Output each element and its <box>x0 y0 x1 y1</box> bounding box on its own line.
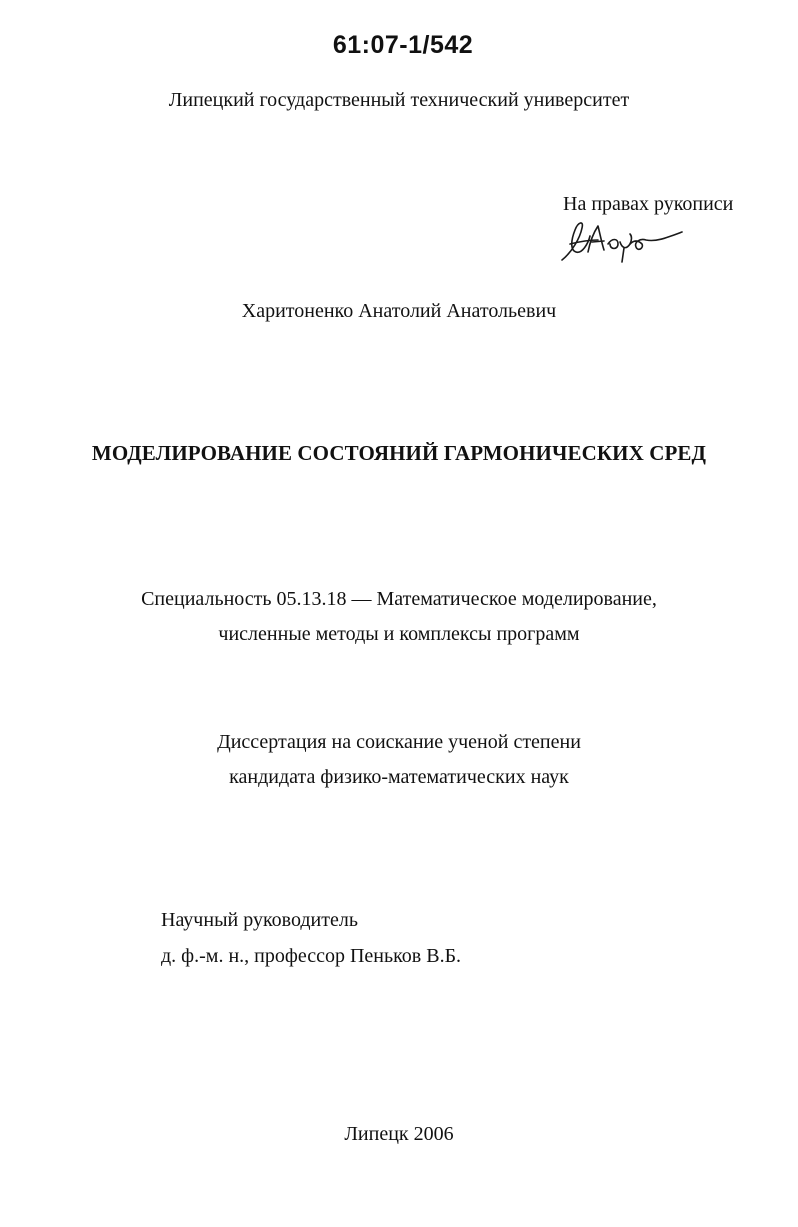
university-name: Липецкий государственный технический университет <box>168 89 630 111</box>
city-year: Липецк 2006 <box>344 1123 454 1145</box>
catalog-number: 61:07-1/542 <box>332 31 474 59</box>
supervisor-label: Научный руководитель <box>161 909 358 931</box>
dissertation-title: МОДЕЛИРОВАНИЕ СОСТОЯНИЙ ГАРМОНИЧЕСКИХ СРЕД <box>91 441 707 465</box>
specialty-line-1: Специальность 05.13.18 — Математическое моделирование, <box>141 588 657 610</box>
author-name: Харитоненко Анатолий Анатольевич <box>241 300 557 322</box>
specialty-line-2: численные методы и комплексы программ <box>218 623 580 645</box>
signature-icon <box>558 214 684 266</box>
manuscript-note: На правах рукописи <box>563 193 734 215</box>
degree-line-2: кандидата физико-математических наук <box>229 766 569 788</box>
degree-line-1: Диссертация на соискание ученой степени <box>217 731 581 753</box>
supervisor-name: д. ф.-м. н., профессор Пеньков В.Б. <box>161 945 462 967</box>
